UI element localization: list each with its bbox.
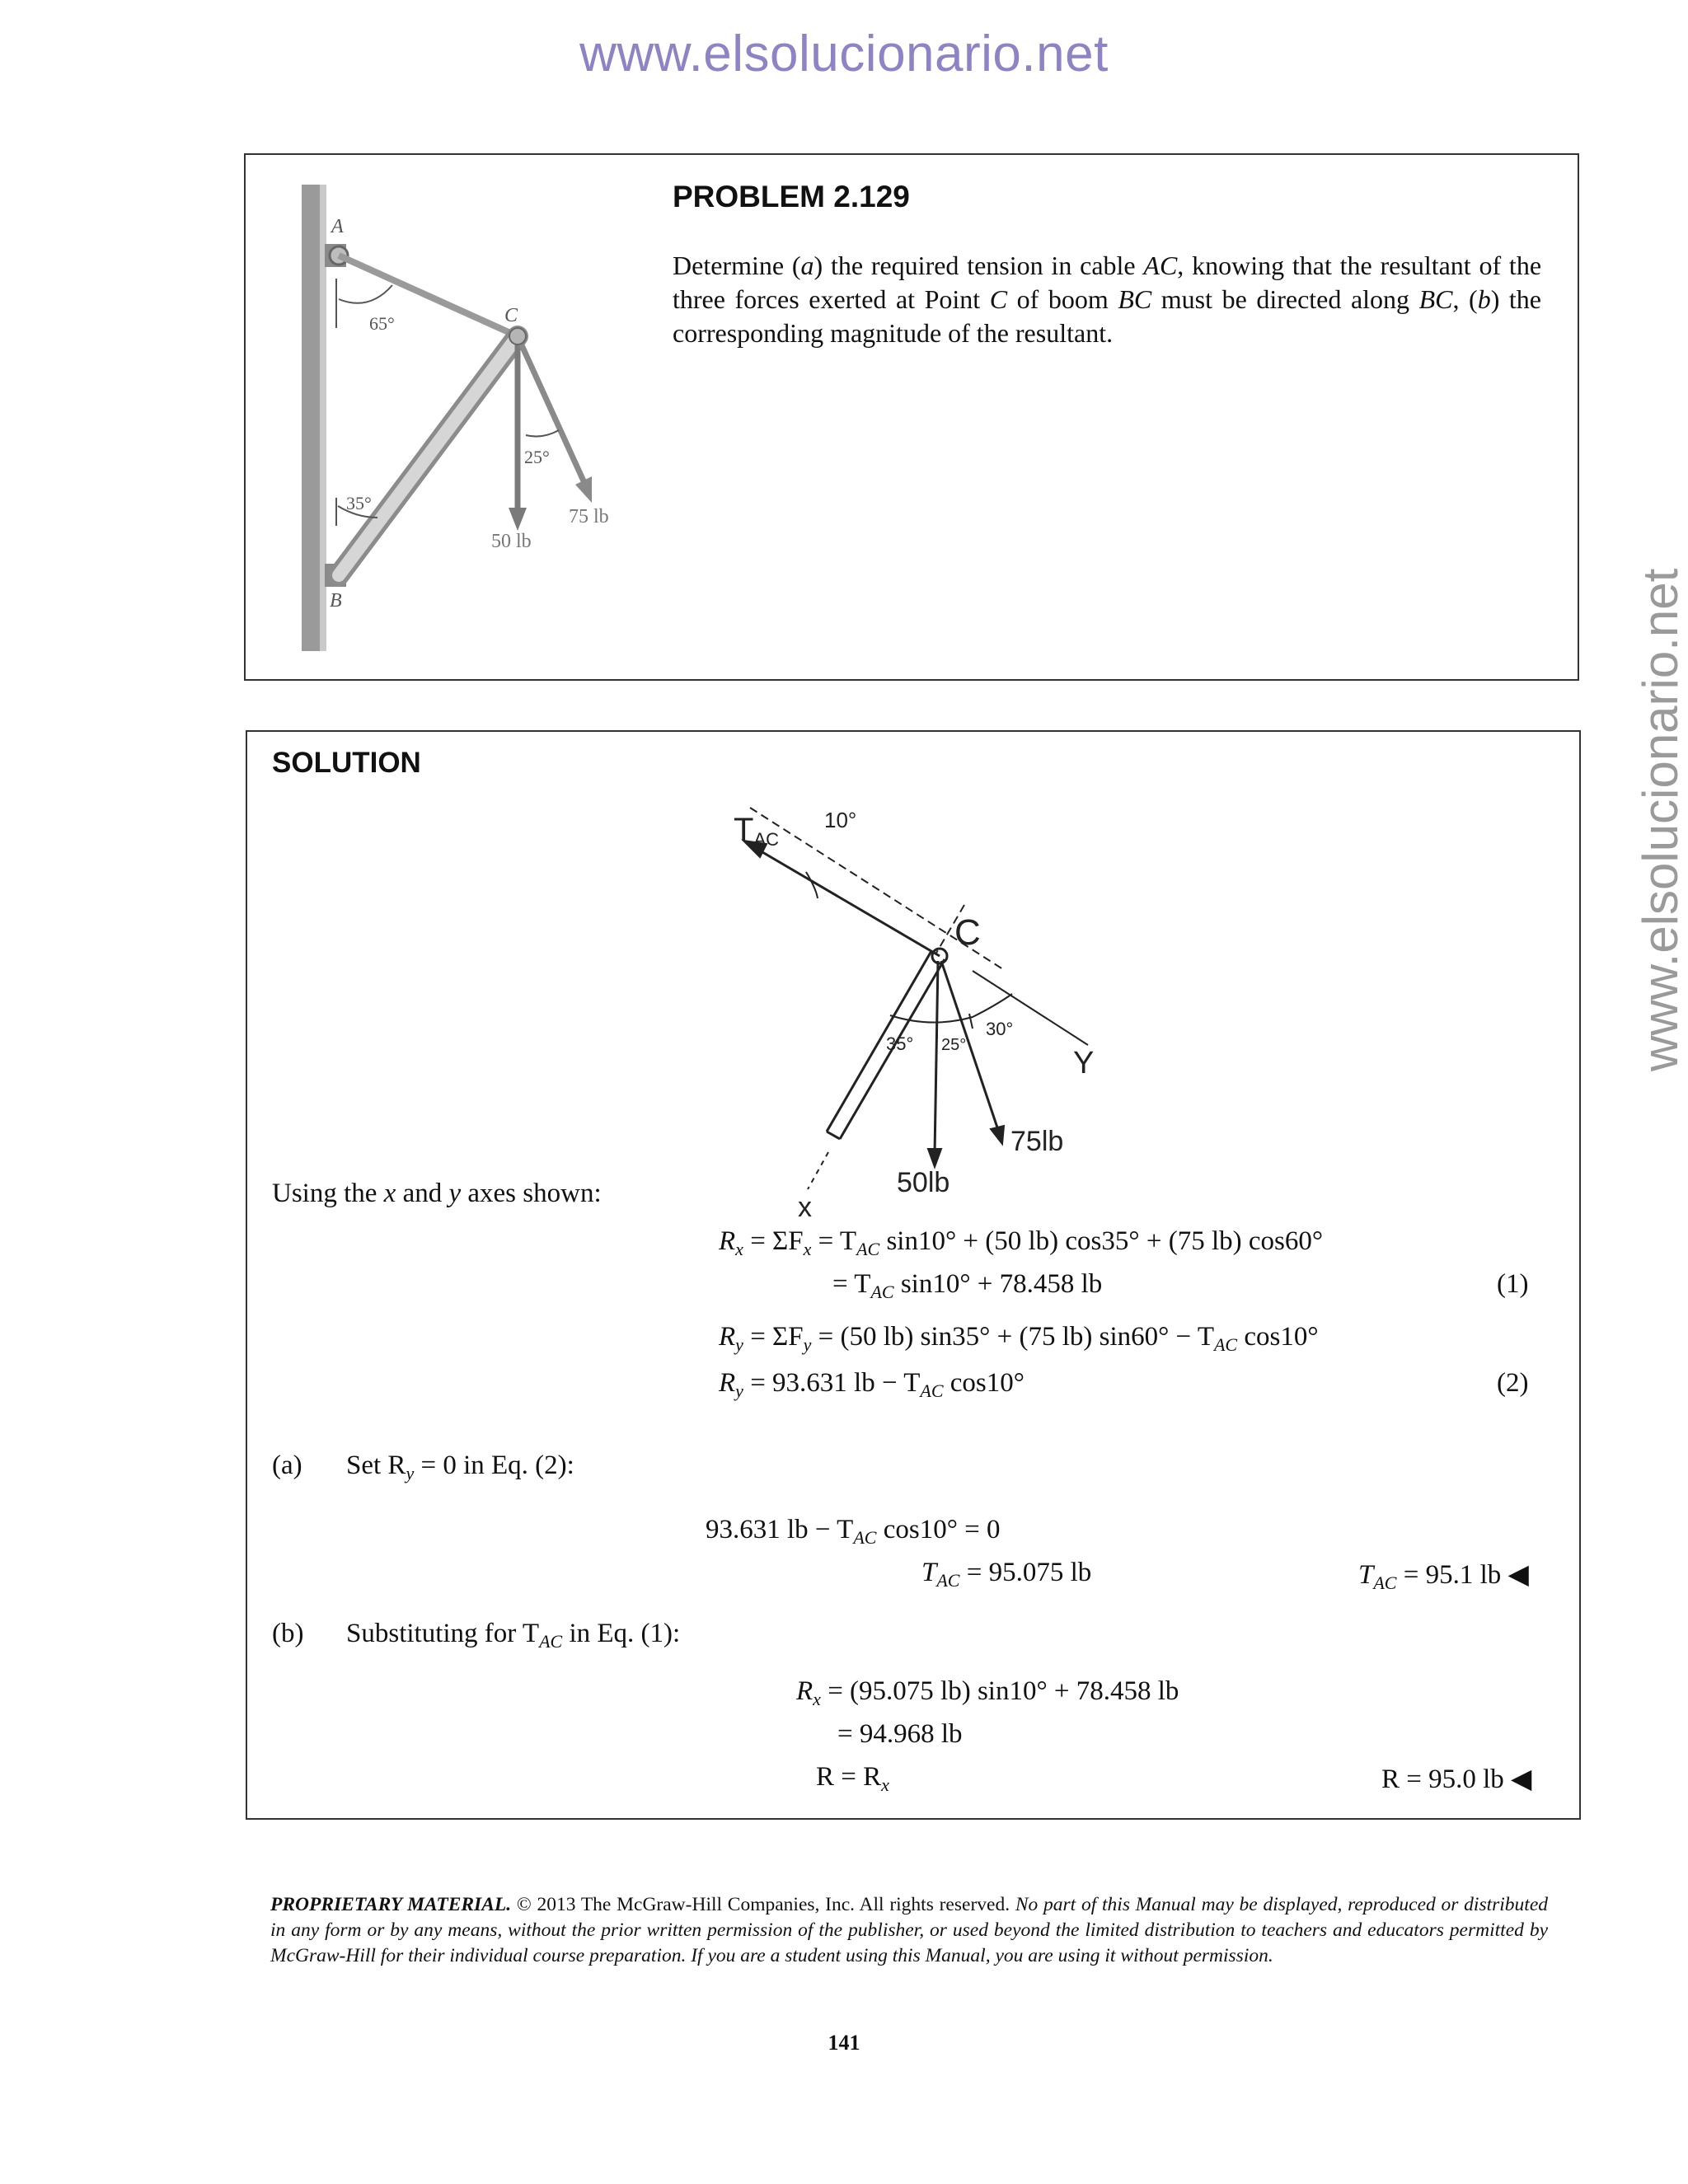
figure-angle-25: 25°: [524, 447, 550, 467]
figure-force-75: 75 lb: [569, 506, 609, 527]
problem-figure: [246, 155, 641, 679]
copyright-footer: PROPRIETARY MATERIAL. © 2013 The McGraw-Hill Companies, Inc. All rights reserved. No part of this Manual may be displayed, reproduced or distributed in any form or by any means, without the prior written permission of the publisher, or used beyond the limited distribution to teachers and educators permitted by McGraw-Hill for their individual course preparation. If you are a student using this Manual, you are using it without permission.: [270, 1894, 1549, 1966]
problem-statement: Determine (a) the required tension in cable AC, knowing that the resultant of the three forces exerted at Point C of boom BC must be directed along BC, (b) the corresponding magnitude of the resultant.: [673, 251, 1542, 348]
part-b-label: (b): [272, 1619, 304, 1648]
equation-set-zero: 93.631 lb − $T_{AC}$ cos10° = 0: [706, 1515, 1001, 1548]
figure-angle-35: 35°: [346, 493, 372, 513]
figure-label-a: A: [331, 216, 344, 237]
free-body-sketch: [692, 798, 1121, 1226]
equation-rx-sum: $R_x = \Sigma F_x = T_{AC}$ sin10° + (50 lb) cos35° + (75 lb) cos60°: [719, 1226, 1324, 1259]
equation-rx-substituted: $R_x = (95.075$ lb) sin10° + 78.458 lb: [796, 1676, 1179, 1709]
sketch-axis-y: Y: [1073, 1046, 1095, 1080]
sketch-angle-35: 35°: [886, 1033, 914, 1054]
figure-angle-65: 65°: [369, 313, 395, 334]
part-a-label: (a): [272, 1451, 302, 1480]
sketch-axis-x: x: [798, 1192, 812, 1223]
answer-a: $T_{AC} = 95.1$ lb ◀: [1358, 1560, 1529, 1593]
equation-ry-sum: $R_y = \Sigma F_y = (50$ lb) sin35° + (75 lb) $\sin 60^\circ - T_{AC}$ cos10°: [719, 1322, 1319, 1355]
page-number: 141: [828, 2031, 860, 2055]
figure-force-50: 50 lb: [491, 531, 532, 552]
equation-rx-result: = $T_{AC}$ sin10° + 78.458 lb: [832, 1269, 1103, 1302]
sketch-force-75: 75lb: [1010, 1126, 1064, 1157]
problem-box: [244, 153, 1579, 681]
watermark-top: www.elsolucionario.net: [579, 26, 1109, 82]
watermark-side: www.elsolucionario.net: [1633, 568, 1688, 1071]
problem-title: PROBLEM 2.129: [673, 180, 910, 213]
sketch-angle-25: 25°: [941, 1036, 967, 1054]
sketch-angle-30: 30°: [986, 1019, 1014, 1039]
sketch-angle-10: 10°: [824, 808, 857, 832]
equation-r-equals-rx: $R = R_x$: [816, 1762, 889, 1795]
figure-label-b: B: [330, 590, 342, 612]
intro-line: Using the x and y axes shown:: [272, 1179, 602, 1208]
figure-label-c: C: [504, 305, 518, 326]
solution-title: SOLUTION: [272, 747, 421, 779]
equation-tac-value: $T_{AC} = 95.075$ lb: [921, 1558, 1092, 1591]
equation-number-1: (1): [1497, 1269, 1529, 1299]
part-b-instruction: Substituting for $T_{AC}$ in Eq. (1):: [346, 1619, 681, 1652]
sketch-t-ac: TAC: [734, 812, 779, 850]
part-a-instruction: Set $R_y = 0$ in Eq. (2):: [346, 1451, 574, 1483]
sketch-label-c: C: [954, 912, 981, 953]
sketch-force-50: 50lb: [897, 1167, 950, 1198]
equation-number-2: (2): [1497, 1368, 1529, 1398]
answer-b: R = 95.0 lb ◀: [1381, 1765, 1532, 1794]
equation-rx-value: = 94.968 lb: [837, 1719, 963, 1749]
solution-box: [246, 730, 1581, 1820]
equation-ry-result: $R_y = 93.631$ lb − $T_{AC}$ cos10°: [719, 1368, 1025, 1401]
